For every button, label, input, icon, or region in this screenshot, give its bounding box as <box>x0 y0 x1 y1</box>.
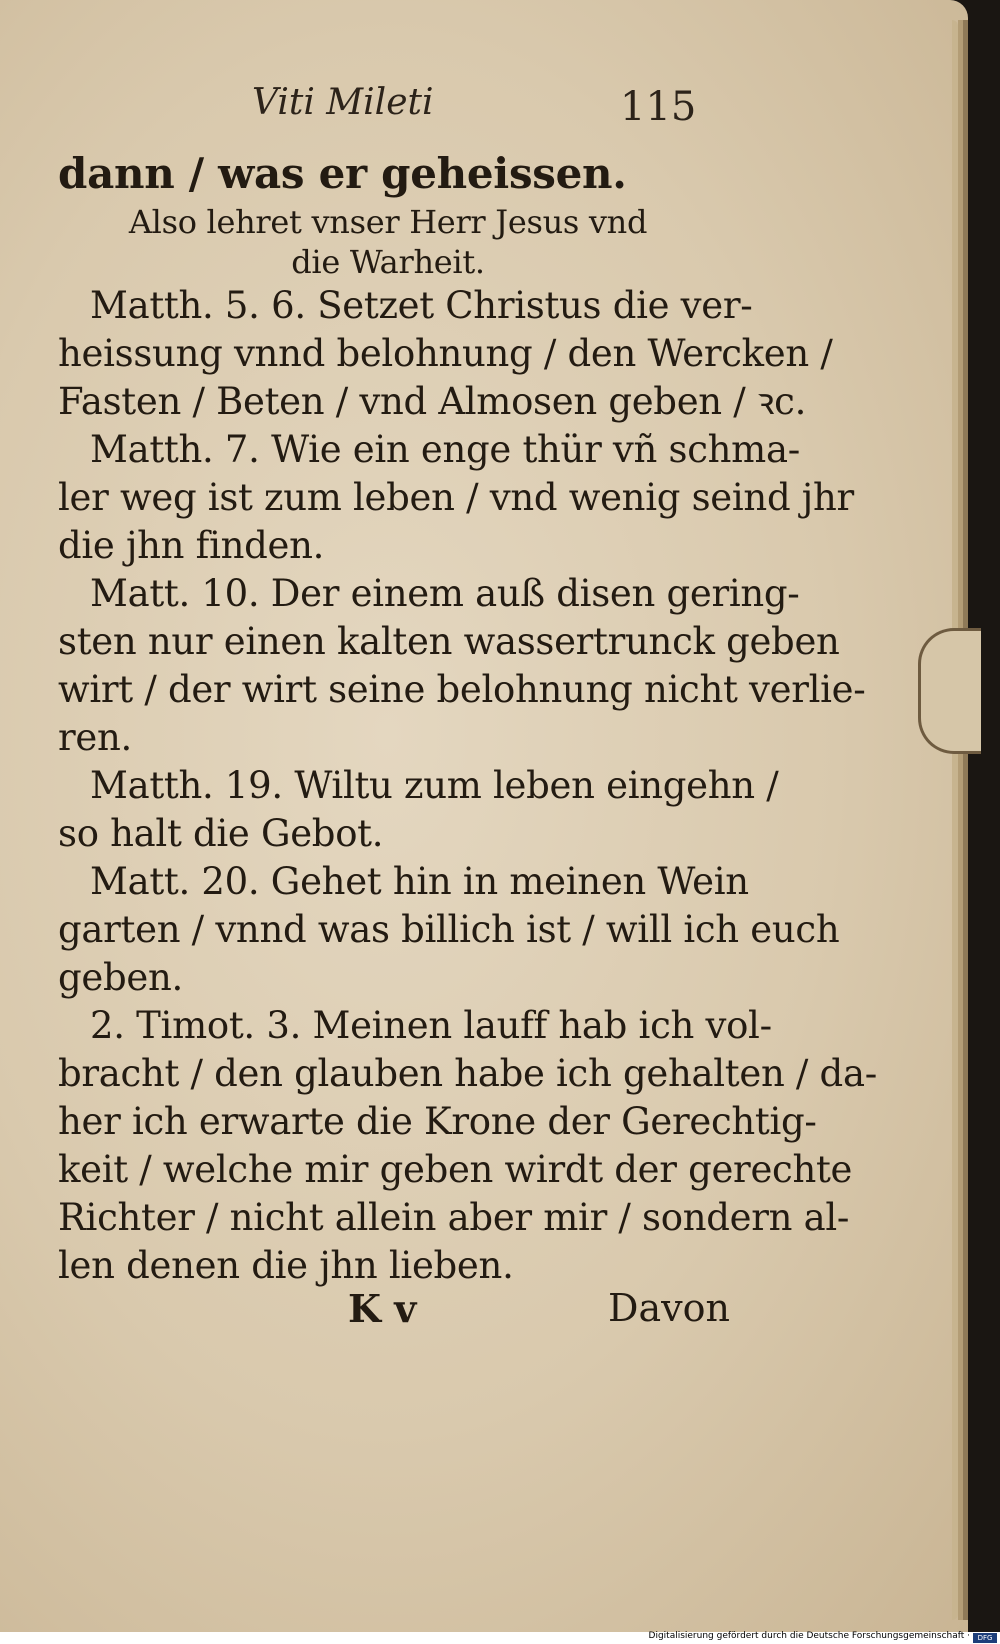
text-line: dann / was er geheissen. <box>58 149 627 198</box>
running-title: Viti Mileti <box>252 82 434 123</box>
page-header <box>0 82 968 142</box>
body-text <box>58 146 877 1290</box>
text-line: Fasten / Beten / vnd Almosen geben / ꝛc. <box>58 380 807 423</box>
text-line: garten / vnnd was billich ist / will ich euch <box>58 908 840 951</box>
dfg-logo: DFG <box>973 1633 997 1643</box>
text-line: Matth. 19. Wiltu zum leben eingehn / <box>90 764 779 807</box>
text-line: 2. Timot. 3. Meinen lauff hab ich vol- <box>90 1004 772 1047</box>
text-line: heissung vnnd belohnung / den Wercken / <box>58 332 833 375</box>
page-number: 115 <box>620 84 697 130</box>
signature-mark: K v <box>348 1286 417 1331</box>
page-footer <box>0 1286 968 1346</box>
text-line: ler weg ist zum leben / vnd wenig seind jhr <box>58 476 854 519</box>
text-line: sten nur einen kalten wassertrunck geben <box>58 620 840 663</box>
text-line: Matt. 20. Gehet hin in meinen Wein <box>90 860 749 903</box>
text-line: her ich erwarte die Krone der Gerechtig- <box>58 1100 817 1143</box>
text-line: wirt / der wirt seine belohnung nicht verlie- <box>58 668 866 711</box>
credit-bar <box>0 1632 1000 1644</box>
text-line: bracht / den glauben habe ich gehalten / da- <box>58 1052 877 1095</box>
text-line: Also lehret vnser Herr Jesus vnd <box>128 203 648 241</box>
catchword: Davon <box>608 1286 730 1330</box>
page-edge <box>963 20 968 1620</box>
text-line: die jhn finden. <box>58 524 325 567</box>
text-line: len denen die jhn lieben. <box>58 1244 514 1287</box>
text-line: Matt. 10. Der einem auß disen gering- <box>90 572 800 615</box>
text-line: Matth. 5. 6. Setzet Christus die ver- <box>90 284 753 327</box>
text-line: so halt die Gebot. <box>58 812 384 855</box>
text-line: keit / welche mir geben wirdt der gerechte <box>58 1148 853 1191</box>
text-line: Richter / nicht allein aber mir / sondern al- <box>58 1196 850 1239</box>
text-line: die Warheit. <box>291 243 485 281</box>
credit-text: Digitalisierung gefördert durch die Deutsche Forschungsgemeinschaft · <box>648 1631 970 1641</box>
text-line: ren. <box>58 716 132 759</box>
text-line: geben. <box>58 956 183 999</box>
clasp-tab <box>918 628 981 754</box>
text-line: Matth. 7. Wie ein enge thür vñ schma- <box>90 428 800 471</box>
